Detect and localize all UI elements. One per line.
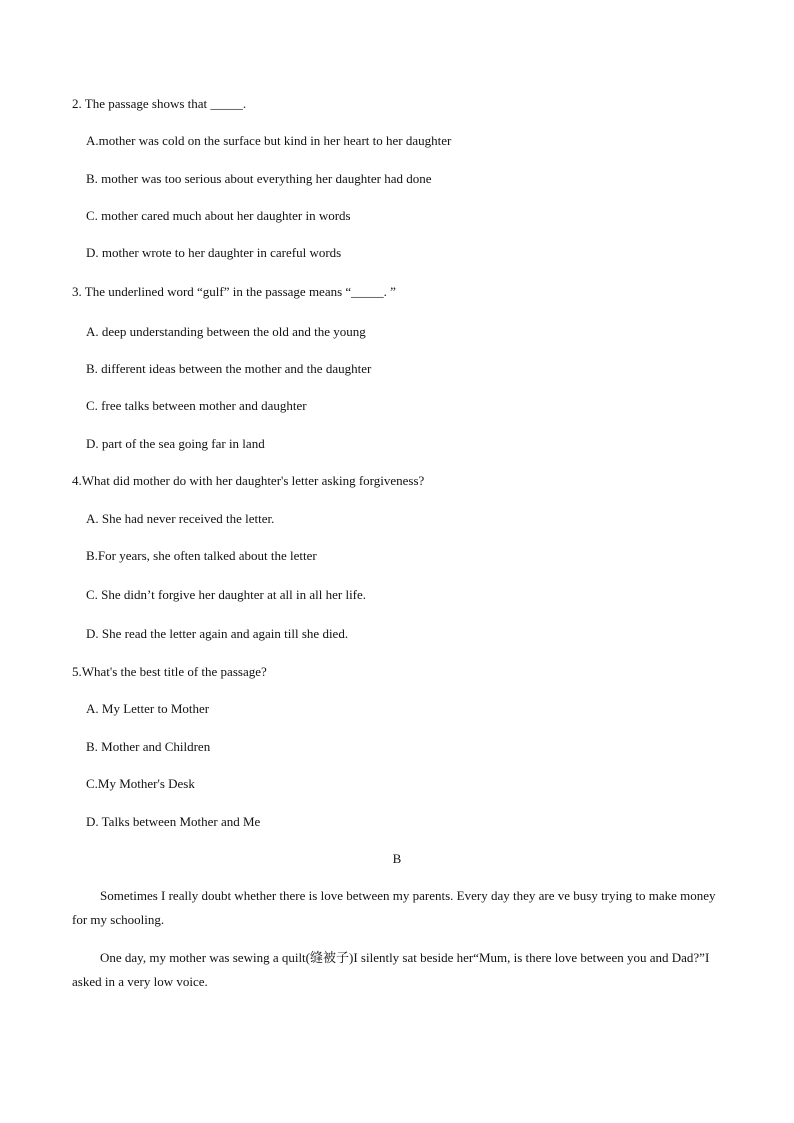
question-3-option-a: A. deep understanding between the old and the young [86, 324, 366, 339]
question-4-option-c: C. She didn’t forgive her daughter at all in all her life. [86, 587, 367, 602]
question-4-option-a: A. She had never received the letter. [86, 511, 275, 526]
question-2-option-a: A.mother was cold on the surface but kind in her heart to her daughter [86, 133, 452, 148]
question-4-option-d: D. She read the letter again and again till she died. [86, 626, 349, 641]
question-3-option-c: C. free talks between mother and daughter [86, 398, 307, 413]
question-3-option-b: B. different ideas between the mother and the daughter [86, 361, 372, 376]
question-4-stem: 4.What did mother do with her daughter's letter asking forgiveness? [72, 473, 425, 488]
question-2-option-d: D. mother wrote to her daughter in careful words [86, 245, 342, 260]
question-5-stem: 5.What's the best title of the passage? [72, 664, 267, 679]
section-label: B [392, 851, 402, 866]
passage-paragraph-1: Sometimes I really doubt whether there is love between my parents. Every day they are ve busy trying to make money for my schooling. [72, 888, 716, 927]
question-5-option-a: A. My Letter to Mother [86, 701, 210, 716]
question-4-option-b: B.For years, she often talked about the letter [86, 548, 317, 563]
passage-paragraph-2: One day, my mother was sewing a quilt(缝被子)I silently sat beside her“Mum, is there love between you and Dad?”I asked in a very low voice. [72, 950, 710, 989]
question-5-option-c: C.My Mother's Desk [86, 776, 195, 791]
question-5-option-b: B. Mother and Children [86, 739, 211, 754]
question-3-option-d: D. part of the sea going far in land [86, 436, 265, 451]
question-5-option-d: D. Talks between Mother and Me [86, 814, 261, 829]
question-2-option-c: C. mother cared much about her daughter in words [86, 208, 351, 223]
question-3-stem: 3. The underlined word “gulf” in the passage means “_____. ” [72, 284, 396, 299]
question-2-stem: 2. The passage shows that _____. [72, 96, 247, 111]
question-2-option-b: B. mother was too serious about everything her daughter had done [86, 171, 432, 186]
